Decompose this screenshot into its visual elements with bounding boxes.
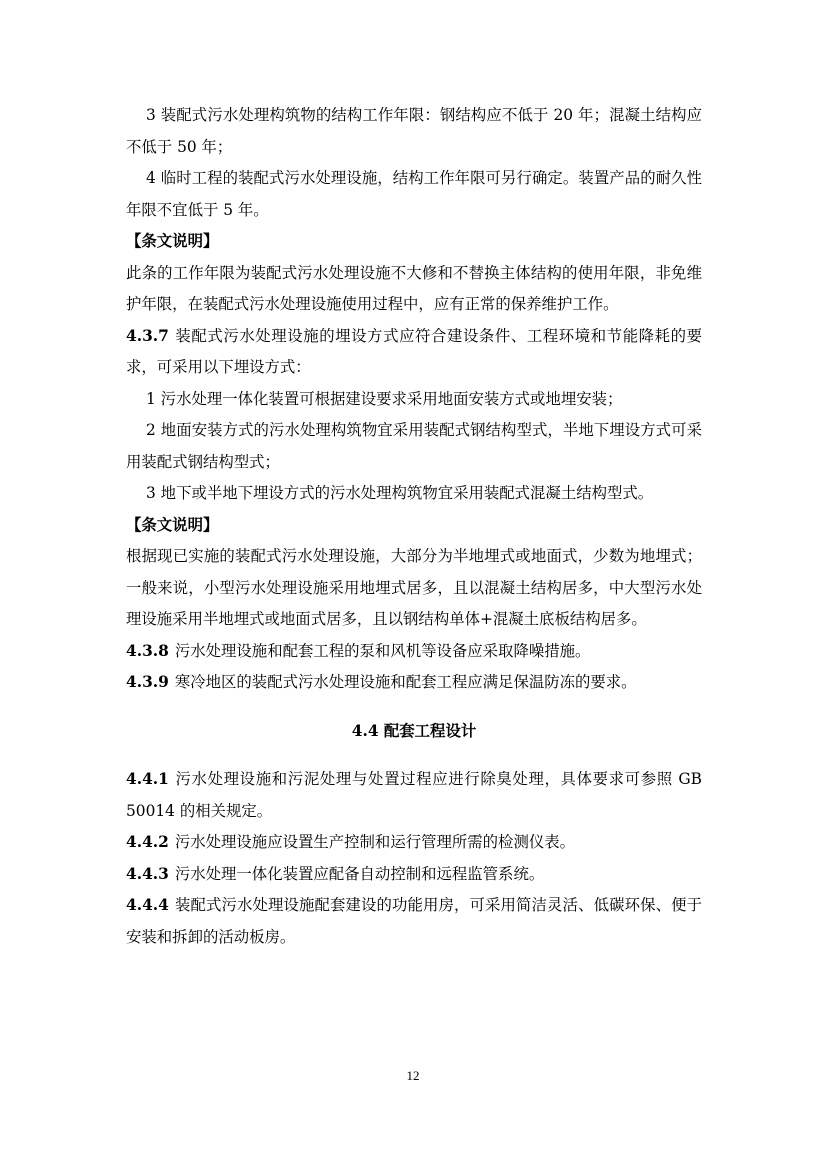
clause-explanation: 此条的工作年限为装配式污水处理设施不大修和不替换主体结构的使用年限，非免维护年限，在装配式污水处理设施使用过程中，应有正常的保养维护工作。 (126, 263, 702, 313)
clause-text: 寒冷地区的装配式污水处理设施和配套工程应满足保温防冻的要求。 (174, 673, 637, 691)
clause-number: 4.3.7 (126, 326, 169, 345)
section-heading: 4.4 配套工程设计 (351, 721, 477, 740)
clause-text: 污水处理设施应设置生产控制和运行管理所需的检测仪表。 (174, 833, 576, 851)
list-item: 3 地下或半地下埋设方式的污水处理构筑物宜采用装配式混凝土结构型式。 (146, 484, 654, 502)
list-item: 2 地面安装方式的污水处理构筑物宜采用装配式钢结构型式，半地下埋设方式可采用装配式钢结构型式； (126, 421, 702, 471)
clause-number: 4.4.1 (126, 770, 169, 788)
clause-number: 4.4.2 (126, 833, 169, 851)
clause-text: 装配式污水处理设施配套建设的功能用房，可采用简洁灵活、低碳环保、便于安装和拆卸的活动板房。 (126, 896, 702, 946)
clause-text: 污水处理设施和污泥处理与处置过程应进行除臭处理，具体要求可参照 GB 50014 的相关规定。 (126, 770, 702, 820)
clause-number: 4.3.9 (126, 673, 169, 691)
clause-4-4-1 (126, 764, 702, 827)
page-number: 12 (406, 1068, 420, 1083)
clause-text: 污水处理设施和配套工程的泵和风机等设备应采取降噪措施。 (174, 641, 591, 660)
clause-text: 污水处理一体化装置应配备自动控制和远程监管系统。 (174, 864, 545, 883)
clause-number: 4.4.4 (126, 896, 169, 914)
list-item: 1 污水处理一体化装置可根据建设要求采用地面安装方式或地埋安装； (146, 389, 623, 408)
list-item: 3 装配式污水处理构筑物的结构工作年限：钢结构应不低于 20 年；混凝土结构应不低于 50 年； (126, 106, 702, 156)
clause-4-4-3 (126, 859, 702, 891)
page-content (126, 100, 702, 953)
clause-note-heading: 【条文说明】 (126, 232, 219, 250)
clause-number: 4.3.8 (126, 641, 169, 660)
clause-4-4-2 (126, 827, 702, 859)
clause-4-3-7 (126, 321, 702, 384)
clause-4-3-9 (126, 667, 702, 699)
clause-4-4-4 (126, 890, 702, 953)
clause-4-3-8 (126, 636, 702, 668)
list-item: 4 临时工程的装配式污水处理设施，结构工作年限可另行确定。装置产品的耐久性年限不宜低于 5 年。 (126, 169, 702, 219)
clause-note-heading: 【条文说明】 (126, 515, 219, 534)
clause-number: 4.4.3 (126, 864, 169, 883)
clause-explanation: 根据现已实施的装配式污水处理设施，大部分为半地埋式或地面式，少数为地埋式；一般来说，小型污水处理设施采用地埋式居多，且以混凝土结构居多，中大型污水处理设施采用半地埋式或地面式居多，且以钢结构单体+混凝土底板结构居多。 (126, 547, 702, 628)
clause-text: 装配式污水处理设施的埋设方式应符合建设条件、工程环境和节能降耗的要求，可采用以下埋设方式： (126, 326, 702, 376)
